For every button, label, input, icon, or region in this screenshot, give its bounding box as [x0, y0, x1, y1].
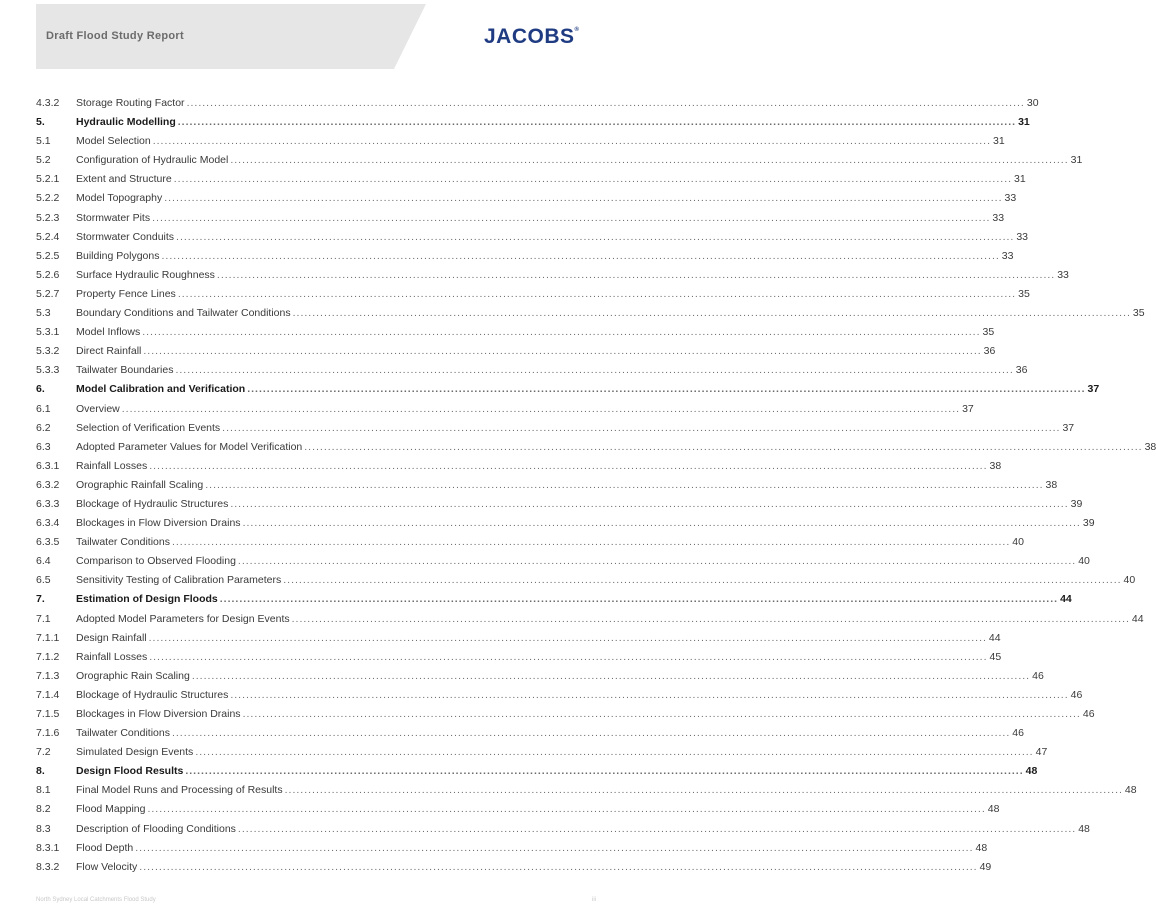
- toc-entry-page: 36: [1015, 364, 1028, 377]
- toc-entry[interactable]: [36, 648, 1002, 667]
- toc-dot-leader: [187, 94, 1025, 113]
- toc-dot-leader: [176, 228, 1014, 247]
- toc-entry-title: Flow Velocity: [76, 860, 138, 873]
- toc-entry-number: 7.: [36, 593, 45, 606]
- toc-entry-title: Blockage of Hydraulic Structures: [76, 688, 229, 701]
- toc-entry[interactable]: [36, 686, 1083, 705]
- toc-entry[interactable]: [36, 724, 1024, 743]
- toc-entry-number: 6.4: [36, 555, 51, 568]
- toc-dot-leader: [192, 667, 1030, 686]
- toc-entry-page: 49: [979, 860, 992, 873]
- toc-entry-page: 38: [1045, 478, 1058, 491]
- toc-entry-page: 39: [1082, 517, 1095, 530]
- toc-entry-title: Tailwater Conditions: [76, 727, 170, 740]
- toc-entry-page: 48: [1124, 784, 1137, 797]
- toc-entry[interactable]: [36, 189, 1017, 208]
- toc-entry-title: Adopted Parameter Values for Model Verification: [76, 440, 303, 453]
- toc-entry[interactable]: [36, 705, 1095, 724]
- toc-entry-page: 37: [1087, 383, 1100, 396]
- toc-dot-leader: [222, 419, 1060, 438]
- toc-dot-leader: [147, 800, 985, 819]
- toc-entry[interactable]: [36, 285, 1030, 304]
- toc-entry-number: 8.3.1: [36, 841, 60, 854]
- toc-entry-number: 5.2.1: [36, 173, 60, 186]
- toc-entry[interactable]: [36, 170, 1026, 189]
- toc-entry-number: 8.3.2: [36, 860, 60, 873]
- toc-entry-page: 46: [1012, 727, 1024, 740]
- toc-entry[interactable]: [36, 552, 1090, 571]
- toc-entry-title: Blockages in Flow Diversion Drains: [76, 708, 241, 720]
- toc-dot-leader: [195, 743, 1033, 762]
- toc-entry-number: 8.: [36, 765, 45, 778]
- toc-entry-number: 5.3.1: [36, 326, 60, 339]
- toc-entry-title: Design Rainfall: [76, 631, 147, 644]
- toc-entry-number: 7.1.3: [36, 669, 60, 682]
- toc-entry-page: 35: [1018, 287, 1030, 300]
- toc-dot-leader: [285, 781, 1123, 800]
- toc-entry-number: 7.2: [36, 746, 51, 759]
- toc-dot-leader: [217, 266, 1055, 285]
- toc-entry-title: Hydraulic Modelling: [76, 116, 176, 129]
- toc-entry[interactable]: [36, 266, 1069, 285]
- toc-dot-leader: [292, 610, 1130, 629]
- toc-entry-number: 6.5: [36, 574, 51, 587]
- toc-entry-number: 7.1.2: [36, 650, 60, 663]
- table-of-contents: [36, 94, 1156, 877]
- toc-entry[interactable]: [36, 132, 1005, 151]
- toc-entry-page: 48: [975, 841, 988, 854]
- toc-entry-number: 6.2: [36, 421, 51, 434]
- toc-entry-title: Sensitivity Testing of Calibration Parameters: [76, 574, 282, 587]
- toc-dot-leader: [143, 342, 981, 361]
- toc-entry-page: 35: [1132, 307, 1145, 320]
- toc-entry[interactable]: [36, 514, 1095, 533]
- report-title: Draft Flood Study Report: [46, 30, 184, 42]
- toc-entry-number: 5.: [36, 116, 45, 129]
- toc-entry[interactable]: [36, 457, 1002, 476]
- toc-entry[interactable]: [36, 209, 1005, 228]
- logo-text: JACOBS: [484, 25, 575, 48]
- toc-dot-leader: [153, 132, 991, 151]
- toc-entry-title: Model Topography: [76, 192, 163, 205]
- toc-dot-leader: [142, 323, 980, 342]
- toc-entry[interactable]: [36, 400, 974, 419]
- toc-entry-title: Overview: [76, 402, 120, 415]
- toc-entry-page: 37: [962, 402, 974, 415]
- toc-entry-number: 6.3.1: [36, 459, 60, 472]
- toc-dot-leader: [164, 189, 1002, 208]
- toc-dot-leader: [185, 762, 1023, 781]
- toc-entry-page: 48: [987, 803, 1000, 816]
- toc-entry-title: Adopted Model Parameters for Design Events: [76, 612, 290, 625]
- toc-entry-title: Tailwater Conditions: [76, 536, 170, 549]
- toc-dot-leader: [243, 514, 1081, 533]
- toc-entry-number: 7.1.6: [36, 727, 60, 740]
- toc-entry-page: 46: [1032, 669, 1044, 682]
- toc-entry-number: 5.3.2: [36, 345, 60, 358]
- toc-dot-leader: [230, 151, 1068, 170]
- toc-dot-leader: [172, 724, 1010, 743]
- toc-entry-title: Configuration of Hydraulic Model: [76, 154, 229, 167]
- toc-entry-number: 5.2: [36, 154, 51, 167]
- toc-dot-leader: [149, 648, 987, 667]
- toc-entry-title: Stormwater Pits: [76, 211, 151, 224]
- toc-dot-leader: [174, 170, 1012, 189]
- toc-entry-title: Estimation of Design Floods: [76, 593, 218, 606]
- toc-entry-title: Tailwater Boundaries: [76, 364, 174, 377]
- toc-entry-number: 6.3: [36, 440, 51, 453]
- toc-dot-leader: [205, 476, 1043, 495]
- toc-entry[interactable]: [36, 361, 1028, 380]
- toc-entry-title: Property Fence Lines: [76, 287, 176, 300]
- toc-entry[interactable]: [36, 419, 1075, 438]
- toc-entry-title: Design Flood Results: [76, 765, 184, 778]
- jacobs-logo: [484, 25, 579, 49]
- toc-entry-page: 36: [983, 345, 996, 358]
- toc-entry-title: Rainfall Losses: [76, 650, 148, 663]
- toc-entry-number: 5.2.6: [36, 268, 60, 281]
- toc-entry-number: 5.2.7: [36, 287, 60, 300]
- toc-entry-page: 40: [1078, 555, 1090, 568]
- toc-entry[interactable]: [36, 858, 992, 877]
- toc-entry-number: 7.1.5: [36, 708, 60, 720]
- toc-entry-page: 38: [989, 459, 1002, 472]
- toc-entry-page: 39: [1070, 497, 1083, 510]
- toc-entry-number: 5.2.2: [36, 192, 60, 205]
- toc-entry-page: 33: [1016, 230, 1029, 243]
- toc-dot-leader: [178, 285, 1016, 304]
- toc-dot-leader: [220, 590, 1058, 609]
- toc-entry-number: 8.3: [36, 822, 51, 835]
- toc-entry-page: 33: [1004, 192, 1017, 205]
- toc-entry-number: 6.3.2: [36, 478, 60, 491]
- toc-dot-leader: [283, 571, 1121, 590]
- toc-entry-title: Selection of Verification Events: [76, 421, 221, 434]
- toc-entry[interactable]: [36, 476, 1058, 495]
- toc-dot-leader: [230, 495, 1068, 514]
- toc-entry[interactable]: [36, 839, 988, 858]
- toc-entry-page: 38: [1144, 440, 1156, 453]
- toc-dot-leader: [243, 705, 1081, 724]
- toc-entry[interactable]: [36, 590, 1072, 609]
- toc-entry-title: Rainfall Losses: [76, 459, 148, 472]
- toc-entry-title: Simulated Design Events: [76, 746, 194, 759]
- toc-entry[interactable]: [36, 571, 1136, 590]
- toc-entry-page: 30: [1026, 97, 1039, 109]
- toc-entry-page: 33: [992, 211, 1005, 224]
- toc-dot-leader: [304, 438, 1142, 457]
- toc-entry-page: 46: [1070, 688, 1083, 701]
- toc-entry-title: Boundary Conditions and Tailwater Conditions: [76, 307, 291, 320]
- toc-entry-page: 40: [1123, 574, 1136, 587]
- toc-entry-title: Model Selection: [76, 135, 151, 148]
- toc-entry-title: Model Calibration and Verification: [76, 383, 246, 396]
- toc-entry-number: 5.2.3: [36, 211, 60, 224]
- toc-entry-number: 8.2: [36, 803, 51, 816]
- toc-dot-leader: [175, 361, 1013, 380]
- toc-entry-number: 8.1: [36, 784, 51, 797]
- toc-entry[interactable]: [36, 781, 1137, 800]
- toc-dot-leader: [149, 457, 987, 476]
- toc-entry-page: 40: [1012, 536, 1024, 549]
- toc-entry-page: 48: [1078, 822, 1090, 835]
- toc-entry-page: 31: [1014, 173, 1026, 186]
- toc-entry[interactable]: [36, 94, 1039, 113]
- toc-entry-page: 37: [1062, 421, 1075, 434]
- toc-entry-number: 4.3.2: [36, 97, 60, 109]
- toc-entry-title: Final Model Runs and Processing of Results: [76, 784, 283, 797]
- toc-entry[interactable]: [36, 495, 1083, 514]
- toc-entry-title: Model Inflows: [76, 326, 141, 339]
- toc-entry[interactable]: [36, 323, 995, 342]
- toc-entry[interactable]: [36, 113, 1030, 132]
- toc-dot-leader: [178, 113, 1016, 132]
- toc-entry-title: Orographic Rain Scaling: [76, 669, 190, 682]
- toc-entry-number: 7.1.4: [36, 688, 60, 701]
- toc-entry[interactable]: [36, 533, 1024, 552]
- toc-entry-page: 35: [982, 326, 995, 339]
- toc-entry-title: Surface Hydraulic Roughness: [76, 268, 215, 281]
- toc-entry-title: Stormwater Conduits: [76, 230, 175, 243]
- toc-dot-leader: [172, 533, 1010, 552]
- toc-entry-number: 6.1: [36, 402, 51, 415]
- toc-dot-leader: [122, 400, 960, 419]
- toc-entry-number: 6.: [36, 383, 45, 396]
- toc-entry-title: Comparison to Observed Flooding: [76, 555, 236, 568]
- toc-entry[interactable]: [36, 151, 1083, 170]
- toc-dot-leader: [247, 380, 1085, 399]
- toc-entry[interactable]: [36, 820, 1090, 839]
- toc-entry-title: Building Polygons: [76, 249, 160, 262]
- toc-entry-title: Extent and Structure: [76, 173, 172, 186]
- toc-entry-number: 6.3.4: [36, 517, 60, 530]
- toc-dot-leader: [139, 858, 977, 877]
- toc-dot-leader: [161, 247, 999, 266]
- toc-entry[interactable]: [36, 743, 1048, 762]
- footer-document-name: North Sydney Local Catchments Flood Study: [36, 897, 156, 903]
- toc-entry-page: 47: [1035, 746, 1048, 759]
- toc-dot-leader: [149, 629, 987, 648]
- toc-dot-leader: [230, 686, 1068, 705]
- toc-dot-leader: [238, 552, 1076, 571]
- toc-dot-leader: [293, 304, 1131, 323]
- registered-mark: ®: [574, 27, 580, 33]
- toc-entry-page: 33: [1057, 268, 1069, 281]
- footer-page-number: iii: [592, 897, 596, 903]
- toc-entry-title: Storage Routing Factor: [76, 97, 185, 109]
- toc-entry-number: 7.1: [36, 612, 51, 625]
- toc-entry[interactable]: [36, 667, 1044, 686]
- toc-entry[interactable]: [36, 762, 1038, 781]
- toc-dot-leader: [238, 820, 1076, 839]
- toc-entry[interactable]: [36, 380, 1100, 399]
- toc-entry-number: 6.3.5: [36, 536, 60, 549]
- toc-dot-leader: [135, 839, 973, 858]
- toc-entry[interactable]: [36, 438, 1156, 457]
- toc-entry-title: Blockages in Flow Diversion Drains: [76, 517, 241, 530]
- toc-entry-page: 31: [993, 135, 1005, 148]
- toc-entry-page: 46: [1082, 708, 1095, 720]
- toc-entry-number: 7.1.1: [36, 631, 60, 644]
- toc-entry-number: 6.3.3: [36, 497, 60, 510]
- toc-entry-page: 44: [1131, 612, 1144, 625]
- toc-entry[interactable]: [36, 800, 1000, 819]
- toc-entry[interactable]: [36, 629, 1001, 648]
- toc-entry-number: 5.3.3: [36, 364, 60, 377]
- toc-entry-title: Flood Depth: [76, 841, 134, 854]
- toc-entry-number: 5.3: [36, 307, 51, 320]
- toc-entry[interactable]: [36, 342, 996, 361]
- toc-entry-number: 5.2.4: [36, 230, 60, 243]
- toc-entry-page: 33: [1001, 249, 1014, 262]
- toc-entry-title: Direct Rainfall: [76, 345, 142, 358]
- toc-entry-page: 44: [1060, 593, 1072, 606]
- toc-entry-title: Description of Flooding Conditions: [76, 822, 236, 835]
- toc-entry-number: 5.2.5: [36, 249, 60, 262]
- toc-dot-leader: [152, 209, 990, 228]
- toc-entry-page: 31: [1018, 116, 1030, 129]
- toc-entry-page: 44: [988, 631, 1001, 644]
- toc-entry-page: 48: [1025, 765, 1038, 778]
- toc-entry-page: 45: [989, 650, 1002, 663]
- toc-entry-title: Orographic Rainfall Scaling: [76, 478, 204, 491]
- toc-entry[interactable]: [36, 247, 1014, 266]
- toc-entry-title: Blockage of Hydraulic Structures: [76, 497, 229, 510]
- page-footer: [36, 897, 596, 903]
- toc-entry[interactable]: [36, 228, 1029, 247]
- toc-entry-number: 5.1: [36, 135, 51, 148]
- toc-entry[interactable]: [36, 610, 1144, 629]
- toc-entry-title: Flood Mapping: [76, 803, 146, 816]
- toc-entry[interactable]: [36, 304, 1145, 323]
- toc-entry-page: 31: [1070, 154, 1083, 167]
